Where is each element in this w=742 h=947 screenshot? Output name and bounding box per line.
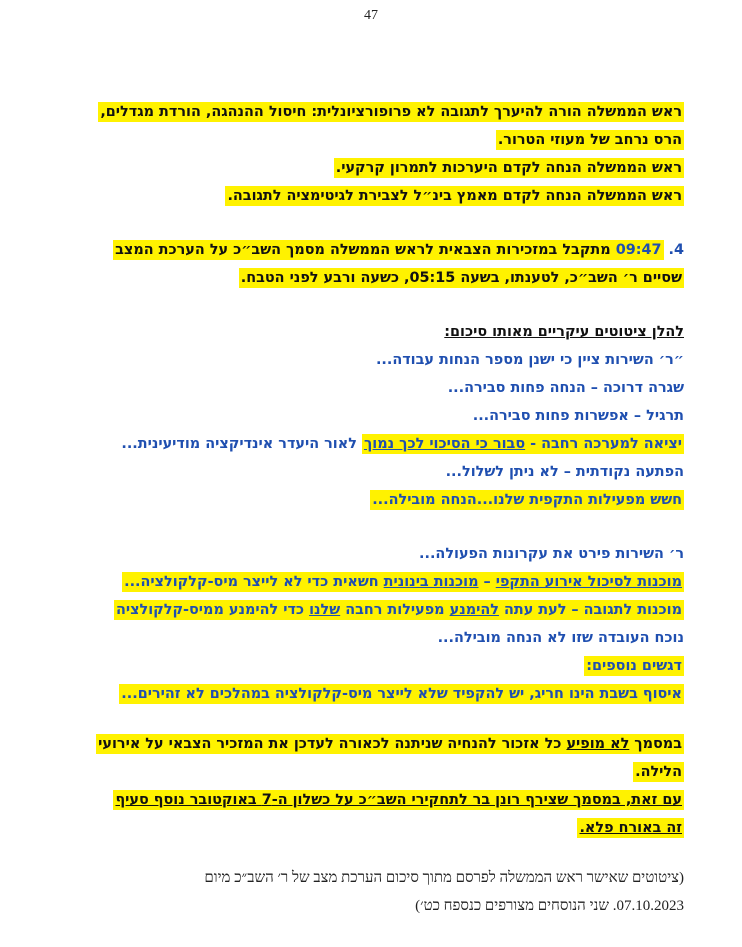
page-number: 47 xyxy=(364,8,378,23)
highlighted-text: עם זאת, במסמך שצירף רונן בר לתחקירי השב״כ על כשלון ה-7 באוקטובר נוסף סעיף xyxy=(115,792,682,808)
text: כל אזכור להנחיה שניתנה לכאורה לעדכן את המזכיר הצבאי על אירועי xyxy=(98,736,567,752)
closing-line xyxy=(44,758,684,786)
underlined-text: להימנע xyxy=(449,602,499,618)
paragraph-line xyxy=(44,126,684,154)
highlighted-text: הלילה. xyxy=(635,764,682,780)
highlighted-text: שסיים ר׳ השב״כ, לטענתו, בשעה 05:15, כשעה ורבע לפני הטבח. xyxy=(240,270,682,286)
highlighted-text xyxy=(113,240,663,260)
principles-heading xyxy=(44,540,684,568)
paragraph-line xyxy=(44,98,684,126)
closing-line xyxy=(44,814,684,842)
footnote-line: (ציטוטים שאישר ראש הממשלה לפרסם מתוך סיכום הערכת מצב של ר׳ השב״כ מיום xyxy=(204,870,684,886)
quote-text: לאור היעדר אינדיקציה מודיעינית... xyxy=(121,436,362,452)
footnote-line: 07.10.2023. שני הנוסחים מצורפים כנספח כט׳) xyxy=(415,898,684,914)
text: חשאית כדי לא לייצר מיס-קלקולציה... xyxy=(124,574,384,590)
item-4-line-1 xyxy=(44,236,684,264)
quotes-heading-text: להלן ציטוטים עיקריים מאותו סיכום: xyxy=(444,324,684,340)
highlighted-text: ראש הממשלה הנחה לקדם היערכות לתמרון קרקעי. xyxy=(335,160,682,176)
paragraph-line xyxy=(44,154,684,182)
document-body xyxy=(44,98,684,920)
highlighted-text: ראש הממשלה הנחה לקדם מאמץ בינ״ל לצבירת לגיטימציה לתגובה. xyxy=(227,188,682,204)
quotes-heading xyxy=(44,318,684,346)
text: מפעילות רחבה xyxy=(340,602,450,618)
text: מוכנות לתגובה – לעת עתה xyxy=(498,602,682,618)
quote-line xyxy=(44,486,684,514)
quote-line xyxy=(44,374,684,402)
text: נוכח העובדה שזו לא הנחה מובילה... xyxy=(437,630,684,646)
quote-text: ״ר׳ השירות ציין כי ישנן מספר הנחות עבודה... xyxy=(375,352,684,368)
highlighted-text xyxy=(114,600,684,620)
quote-text: יציאה למערכה רחבה - xyxy=(525,436,682,452)
highlighted-text xyxy=(96,734,684,754)
quote-text: הפתעה נקודתית – לא ניתן לשלול... xyxy=(445,464,684,480)
principle-line xyxy=(44,624,684,652)
quote-line xyxy=(44,346,684,374)
closing-line xyxy=(44,786,684,814)
quote-underlined-text: סבור כי הסיכוי לכך נמוך xyxy=(363,436,526,452)
text: – xyxy=(478,574,496,590)
item-number: 4. xyxy=(668,242,684,258)
highlighted-text: חשש מפעילות התקפית שלנו...הנחה מובילה... xyxy=(372,492,682,508)
highlighted-text: איסוף בשבת הינו חריג, יש להקפיד שלא לייצר מיס-קלקולציה במהלכים לא זהירים... xyxy=(121,686,682,702)
underlined-text: מוכנות בינונית xyxy=(383,574,479,590)
highlighted-text: דגשים נוספים: xyxy=(586,658,682,674)
emphasis-heading xyxy=(44,652,684,680)
highlighted-text: זה באורח פלא. xyxy=(579,820,682,836)
highlighted-text xyxy=(122,572,684,592)
item-4-line-2 xyxy=(44,264,684,292)
underlined-text: לא מופיע xyxy=(566,736,630,752)
quote-line xyxy=(44,430,684,458)
quote-line xyxy=(44,402,684,430)
highlighted-text xyxy=(362,434,684,454)
paragraph-line xyxy=(44,182,684,210)
quote-text: שגרה דרוכה – הנחה פחות סבירה... xyxy=(447,380,684,396)
text: כדי להימנע ממיס-קלקולציה xyxy=(115,602,310,618)
quote-text: תרגיל – אפשרות פחות סבירה... xyxy=(472,408,684,424)
text: במסמך xyxy=(629,736,682,752)
principle-line xyxy=(44,568,684,596)
principle-line xyxy=(44,596,684,624)
emphasis-line xyxy=(44,680,684,708)
quote-line xyxy=(44,458,684,486)
closing-line xyxy=(44,730,684,758)
underlined-text: שלנו xyxy=(309,602,341,618)
underlined-text: מוכנות לסיכול אירוע התקפי xyxy=(495,574,682,590)
highlighted-text: הרס נרחב של מעוזי הטרור. xyxy=(497,132,682,148)
time-stamp: 09:47 xyxy=(615,242,662,258)
highlighted-text: ראש הממשלה הורה להיערך לתגובה לא פרופורציונלית: חיסול ההנהגה, הורדת מגדלים, xyxy=(100,104,682,120)
principles-heading-text: ר׳ השירות פירט את עקרונות הפעולה... xyxy=(419,546,684,562)
item-4-text: מתקבל במזכירות הצבאית לראש הממשלה מסמך השב״כ על הערכת המצב xyxy=(115,242,616,258)
